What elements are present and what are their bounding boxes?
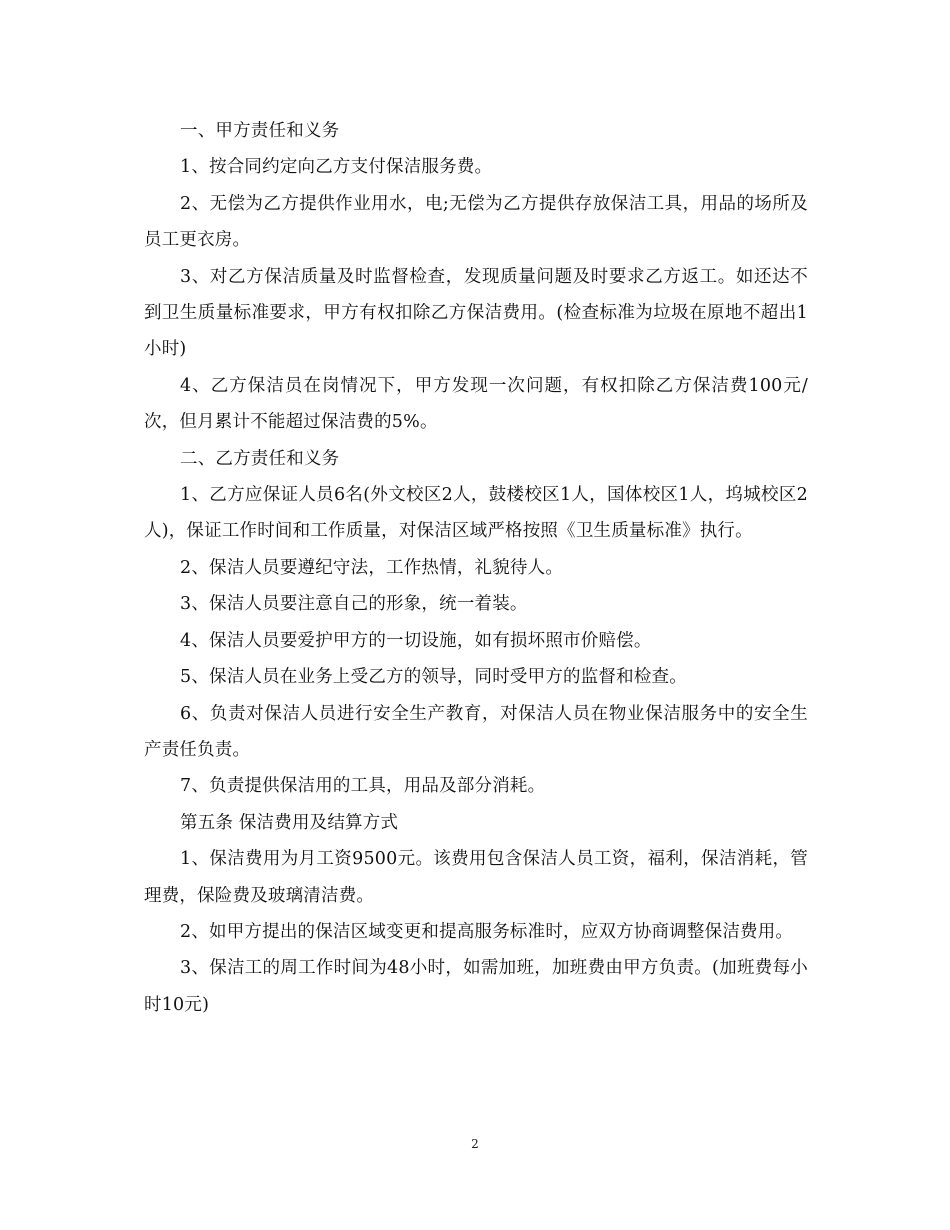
- paragraph: 4、乙方保洁员在岗情况下，甲方发现一次问题，有权扣除乙方保洁费100元/次，但月累计不能超过保洁费的5%。: [144, 375, 808, 433]
- document-body: [144, 113, 808, 1023]
- paragraph: 2、如甲方提出的保洁区域变更和提高服务标准时，应双方协商调整保洁费用。: [180, 921, 794, 942]
- paragraph: 7、负责提供保洁用的工具，用品及部分消耗。: [180, 776, 546, 797]
- section-heading-party-b: 二、乙方责任和义务: [180, 448, 340, 469]
- paragraph: 2、无偿为乙方提供作业用水，电;无偿为乙方提供存放保洁工具，用品的场所及员工更衣房。: [144, 193, 808, 251]
- paragraph: 1、乙方应保证人员6名(外文校区2人，鼓楼校区1人，国体校区1人，坞城校区2人)，保证工作时间和工作质量，对保洁区域严格按照《卫生质量标准》执行。: [144, 485, 808, 542]
- paragraph: 3、对乙方保洁质量及时监督检查，发现质量问题及时要求乙方返工。如还达不到卫生质量标准要求，甲方有权扣除乙方保洁费用。(检查标准为垃圾在原地不超出1小时): [144, 266, 808, 360]
- paragraph: 4、保洁人员要爱护甲方的一切设施，如有损坏照市价赔偿。: [180, 630, 652, 651]
- paragraph: 6、负责对保洁人员进行安全生产教育，对保洁人员在物业保洁服务中的安全生产责任负责。: [144, 703, 808, 760]
- section-heading-party-a: 一、甲方责任和义务: [180, 121, 340, 141]
- paragraph: 3、保洁人员要注意自己的形象，统一着装。: [180, 594, 528, 615]
- page-number: 2: [471, 1137, 479, 1151]
- paragraph: 1、保洁费用为月工资9500元。该费用包含保洁人员工资，福利，保洁消耗，管理费，保险费及玻璃清洁费。: [144, 849, 808, 906]
- paragraph: 2、保洁人员要遵纪守法，工作热情，礼貌待人。: [180, 557, 564, 578]
- paragraph: 1、按合同约定向乙方支付保洁服务费。: [180, 157, 493, 178]
- paragraph: 3、保洁工的周工作时间为48小时，如需加班，加班费由甲方负责。(加班费每小时10元): [144, 958, 808, 1015]
- paragraph: 5、保洁人员在业务上受乙方的领导，同时受甲方的监督和检查。: [180, 667, 687, 688]
- article-heading-fees: 第五条 保洁费用及结算方式: [180, 812, 399, 833]
